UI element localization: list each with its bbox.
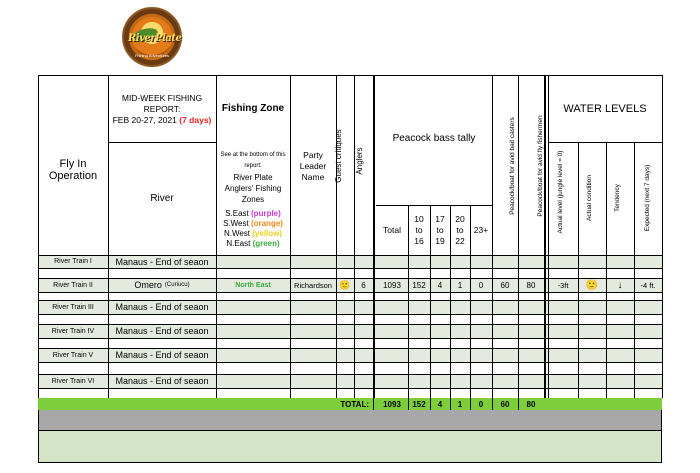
totals-label: TOTAL: — [340, 399, 369, 409]
tendency-header: Tendency — [614, 184, 621, 212]
grid-line — [430, 398, 431, 410]
col-10-16-header — [408, 205, 430, 255]
zone-legend-item — [216, 219, 290, 229]
report-title-line2: REPORT: — [143, 103, 181, 114]
tally-17-19: 4 — [437, 280, 443, 290]
col-20-22-header — [450, 205, 470, 255]
grid-line — [38, 362, 662, 363]
tally-20-22: 1 — [457, 280, 463, 290]
zone-legend — [216, 209, 290, 249]
per-boat-fly: 80 — [526, 280, 536, 290]
water-levels-header: WATER LEVELS — [563, 103, 647, 115]
grid-line — [470, 398, 471, 410]
expected-level: -4 ft. — [640, 280, 656, 290]
party-leader: Richardson — [294, 280, 332, 290]
zone-note — [216, 150, 290, 204]
b1-l3: 16 — [414, 235, 424, 246]
anglers-count: 6 — [361, 280, 366, 290]
grid-line — [354, 75, 355, 398]
grid-line — [38, 314, 662, 315]
report-dates: FEB 20-27, 2021 — [112, 114, 177, 125]
zone-legend-item — [216, 229, 290, 239]
party-line3: Name — [301, 171, 325, 182]
river-name: Manaus - End of seaon — [115, 350, 209, 360]
zone-legend-item — [216, 239, 290, 249]
b2-l2: to — [436, 224, 444, 235]
zone-note-line5: Zones — [241, 194, 265, 204]
logo-small-text: Fishing Adventures — [134, 53, 170, 58]
bottom-notes-area — [38, 430, 662, 463]
party-line1: Party — [303, 149, 323, 160]
grid-line — [38, 268, 662, 269]
actual-condition-header: Actual condition — [586, 175, 593, 221]
grid-line — [373, 398, 374, 410]
grey-separator-bar — [38, 410, 662, 430]
river-header: River — [150, 192, 174, 204]
totals-10-16: 152 — [412, 399, 426, 409]
tally-10-16: 152 — [412, 280, 426, 290]
tendency-arrow-icon: ↓ — [617, 279, 623, 291]
fishing-zone-header: Fishing Zone — [221, 102, 285, 114]
tally-total: 1093 — [383, 280, 401, 290]
totals-total: 1093 — [383, 399, 401, 409]
b3-l1: 20 — [455, 213, 465, 224]
grid-line — [38, 292, 662, 293]
report-days: (7 days) — [179, 114, 212, 125]
peacock-tally-header: Peacock bass tally — [392, 132, 476, 144]
logo-script: RiverPlate — [128, 33, 182, 44]
river-name: Manaus - End of seaon — [115, 376, 209, 386]
grid-line — [38, 338, 662, 339]
zone-prefix: S.East — [225, 209, 249, 218]
grid-line — [492, 398, 493, 410]
river-name: Manaus - End of seaon — [115, 256, 209, 267]
zone-legend-item — [216, 209, 290, 219]
report-title — [108, 76, 216, 142]
zone-note-line4: Anglers' Fishing — [224, 183, 282, 193]
tally-23plus: 0 — [478, 280, 484, 290]
zone-note-line3: River Plate — [233, 172, 273, 182]
zone-color-name: (purple) — [251, 209, 281, 218]
river-name — [108, 278, 216, 292]
expected-header: Expected (next 7 days) — [644, 164, 651, 232]
grid-line — [606, 142, 607, 398]
grid-line-thick — [373, 75, 375, 410]
party-line2: Leader — [299, 160, 327, 171]
zone-prefix: S.West — [223, 219, 249, 228]
zone-name: North East — [235, 281, 271, 289]
river-train-label: River Train II — [53, 281, 93, 289]
river-name: Manaus - End of seaon — [115, 302, 209, 312]
zone-prefix: N.West — [223, 229, 251, 238]
per-boat-fly-header: Peacock/boat for avid fly fishermen — [537, 115, 544, 217]
zone-color-name: (orange) — [250, 219, 283, 228]
col-17-19-header — [430, 205, 450, 255]
zone-color-name: (green) — [252, 239, 280, 248]
totals-fly: 80 — [526, 399, 536, 409]
b1-l1: 10 — [414, 213, 424, 224]
condition-smiley-icon: 🙂 — [585, 279, 599, 291]
actual-level: -3ft — [557, 280, 569, 290]
grid-line — [492, 75, 493, 398]
river-plate-logo — [122, 7, 182, 67]
fly-in-line2: Operation — [48, 170, 98, 182]
river-train-label: River Train VI — [51, 377, 95, 385]
b2-l1: 17 — [435, 213, 445, 224]
river-train-label: River Train III — [52, 303, 94, 311]
river-name: Manaus - End of seaon — [115, 326, 209, 336]
grid-line — [578, 142, 579, 398]
river-train-label: River Train V — [52, 351, 94, 359]
totals-17-19: 4 — [437, 399, 443, 409]
guest-critiques-header: Guest critiques — [334, 129, 343, 183]
river-name-sub: (Curiucu) — [164, 282, 190, 288]
totals-bait: 60 — [500, 399, 510, 409]
col-23plus-header: 23+ — [473, 225, 489, 235]
grid-line — [450, 398, 451, 410]
grid-line — [38, 388, 662, 389]
report-dates-line — [113, 115, 212, 126]
smiley-icon: 🙂 — [339, 279, 351, 290]
zone-note-line1: See at the bottom of this — [220, 151, 286, 158]
actual-level-header: Actual level (jungle level = 0) — [557, 150, 564, 234]
anglers-header: Anglers — [355, 147, 364, 175]
fly-in-line1: Fly In — [59, 158, 87, 170]
zone-note-line2: report: — [244, 162, 262, 169]
b1-l2: to — [415, 224, 423, 235]
party-leader-header — [290, 146, 336, 186]
zone-prefix: N.East — [226, 239, 251, 248]
fly-in-header — [38, 120, 108, 220]
col-total-header: Total — [383, 225, 401, 235]
river-train-label: River Train I — [54, 258, 92, 265]
b3-l2: to — [456, 224, 464, 235]
river-train-label: River Train IV — [51, 327, 95, 335]
grid-line — [408, 398, 409, 410]
per-boat-bait-header: Peacock/boat for avid bait casters — [509, 117, 516, 215]
per-boat-bait: 60 — [500, 280, 510, 290]
grid-line — [662, 75, 663, 398]
grid-line — [290, 75, 291, 398]
b2-l3: 19 — [435, 235, 445, 246]
totals-23plus: 0 — [478, 399, 484, 409]
river-name-main: Omero — [134, 280, 162, 290]
report-title-line1: MID-WEEK FISHING — [121, 92, 203, 103]
grid-line — [634, 142, 635, 398]
totals-20-22: 1 — [457, 399, 463, 409]
zone-color-name: (yellow) — [252, 229, 283, 238]
b3-l3: 22 — [455, 235, 465, 246]
grid-line — [518, 398, 519, 410]
